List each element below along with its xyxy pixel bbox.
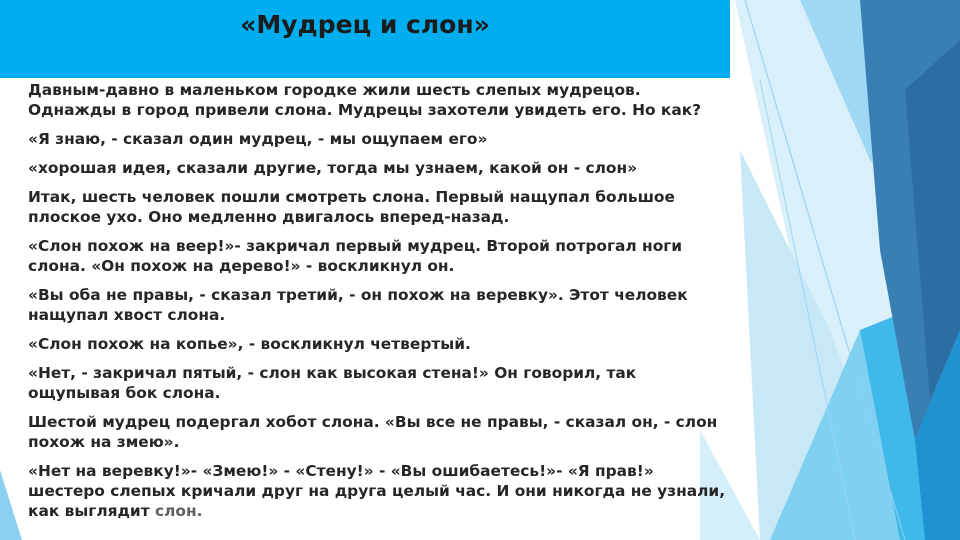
title-bar <box>0 0 730 78</box>
paragraph-6: «Вы оба не правы, - сказал третий, - он похож на веревку». Этот человек нащупал хвост слона. <box>28 286 688 324</box>
paragraph-8: «Нет, - закричал пятый, - слон как высокая стена!» Он говорил, так ощупывая бок слона. <box>28 364 637 402</box>
story-text <box>28 80 728 530</box>
paragraph-2: «Я знаю, - сказал один мудрец, - мы ощупаем его» <box>28 130 488 148</box>
bg-shape-left-accent <box>0 470 22 540</box>
paragraph-7: «Слон похож на копье», - воскликнул четвертый. <box>28 335 471 353</box>
paragraph-4: Итак, шесть человек пошли смотреть слона. Первый нащупал большое плоское ухо. Оно медленно двигалось вперед-назад. <box>28 188 675 226</box>
paragraph-10-final-word: слон. <box>154 502 203 520</box>
paragraph-10 <box>28 461 728 521</box>
paragraph-1: Давным-давно в маленьком городке жили шесть слепых мудрецов. Однажды в город привели слона. Мудрецы захотели увидеть его. Но как? <box>28 81 702 119</box>
paragraph-5: «Слон похож на веер!»- закричал первый мудрец. Второй потрогал ноги слона. «Он похож на дерево!» - воскликнул он. <box>28 237 683 275</box>
paragraph-3: «хорошая идея, сказали другие, тогда мы узнаем, какой он - слон» <box>28 159 638 177</box>
slide-title: «Мудрец и слон» <box>240 10 490 39</box>
paragraph-9: Шестой мудрец подергал хобот слона. «Вы все не правы, - сказал он, - слон похож на змею». <box>28 413 718 451</box>
paragraph-10-text: «Нет на веревку!»- «Змею!» - «Стену!» - «Вы ошибаетесь!»- «Я прав!» шестеро слепых кричали друг на друга целый час. И они никогда не узнали, как выглядит <box>28 462 726 520</box>
